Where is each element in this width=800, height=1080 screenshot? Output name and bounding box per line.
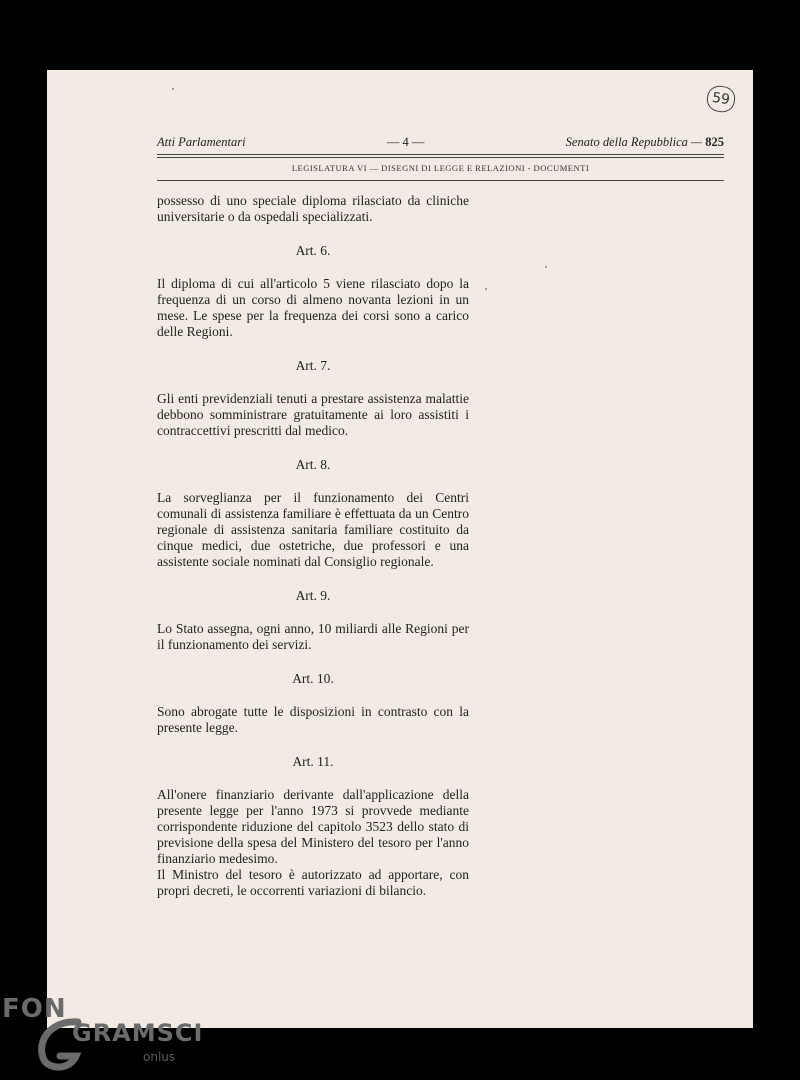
article-title: Art. 9. [295, 588, 331, 603]
header-page-number: — 4 — [386, 135, 425, 149]
handwritten-page-number: 59 [705, 84, 736, 114]
watermark-suffix: onlus [143, 1050, 176, 1064]
article-title: Art. 7. [295, 358, 331, 373]
header-rule [157, 154, 724, 155]
watermark-name: GRAMSCI [72, 1019, 204, 1047]
paper-speck [545, 266, 547, 268]
watermark-prefix: FON [2, 994, 67, 1024]
article-paragraph: La sorveglianza per il funzionamento dei Centri comunali di assistenza familiare è effettuata da un Centro regionale di assistenza sanitaria familiare costituito da cinque medici, due ostetriche, due professori e una assistente sociale nominati dal Consiglio regionale. [157, 490, 469, 569]
document-page [47, 70, 753, 1028]
article-paragraph: Lo Stato assegna, ogni anno, 10 miliardi alle Regioni per il funzionamento dei servizi. [157, 621, 469, 652]
header-right-text: Senato della Repubblica — [565, 135, 703, 149]
header-rule-double [157, 157, 724, 158]
article-title: Art. 8. [295, 457, 331, 472]
header-right [566, 135, 724, 150]
article-paragraph: Il Ministro del tesoro è autorizzato ad apportare, con propri decreti, le occorrenti variazioni di bilancio. [157, 867, 469, 898]
article-paragraph: Il diploma di cui all'articolo 5 viene rilasciato dopo la frequenza di un corso di almeno novanta lezioni in un mese. Le spese per la frequenza dei corsi sono a carico delle Regioni. [157, 276, 469, 339]
article-title: Art. 11. [292, 754, 334, 769]
header-right-number: 825 [705, 135, 724, 149]
article-title: Art. 6. [295, 243, 331, 258]
paper-speck [485, 288, 487, 290]
article-paragraph: Sono abrogate tutte le disposizioni in contrasto con la presente legge. [157, 704, 469, 735]
subheader-rule [157, 180, 724, 181]
article-title: Art. 10. [292, 671, 334, 686]
page-subheader: LEGISLATURA VI — DISEGNI DI LEGGE E RELAZIONI - DOCUMENTI [291, 163, 590, 173]
paper-speck [172, 88, 174, 90]
article-paragraph: All'onere finanziario derivante dall'applicazione della presente legge per l'anno 1973 si provvede mediante corrispondente riduzione del capitolo 3523 dello stato di previsione della spesa del Ministero del tesoro per l'anno finanziario medesimo. [157, 787, 469, 866]
page-header [157, 135, 724, 150]
header-left: Atti Parlamentari [157, 135, 246, 149]
text-column [157, 193, 469, 899]
intro-paragraph: possesso di uno speciale diploma rilasciato da cliniche universitarie o da ospedali specializzati. [157, 193, 469, 224]
article-paragraph: Gli enti previdenziali tenuti a prestare assistenza malattie debbono somministrare gratuitamente ai loro assistiti i contraccettivi prescritti dal medico. [157, 391, 469, 438]
foundation-watermark [0, 984, 260, 1080]
